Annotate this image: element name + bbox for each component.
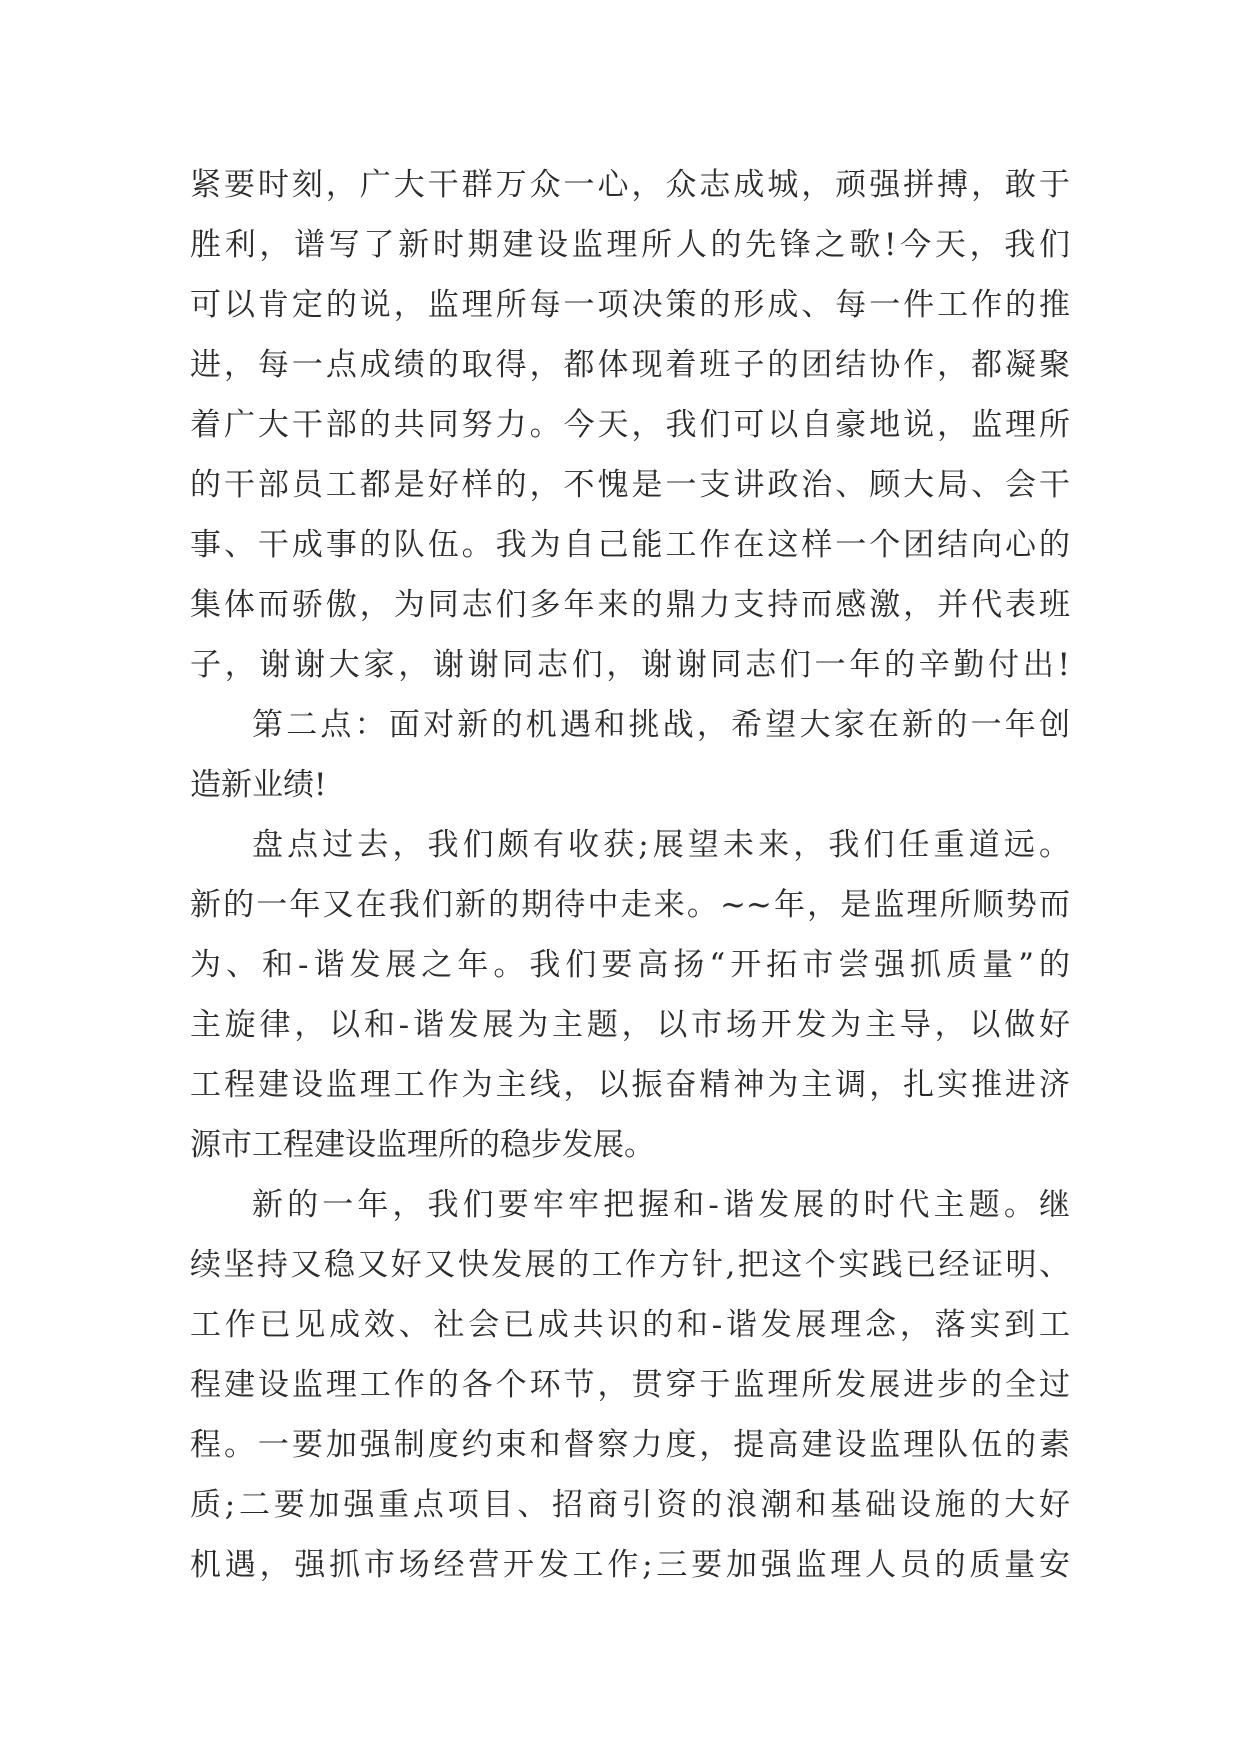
text-line: 新的一年又在我们新的期待中走来。~~年，是监理所顺势而 (190, 887, 1070, 923)
text-line: 紧要时刻，广大干群万众一心，众志成城，顽强拼搏，敢于 (190, 167, 1070, 203)
paragraph-2 (190, 695, 1070, 815)
document-body (190, 155, 1070, 1595)
text-line: 集体而骄傲，为同志们多年来的鼎力支持而感激，并代表班 (190, 587, 1070, 623)
paragraph-3 (190, 815, 1070, 1175)
text-line: 机遇，强抓市场经营开发工作;三要加强监理人员的质量安 (190, 1547, 1070, 1583)
text-line: 续坚持又稳又好又快发展的工作方针,把这个实践已经证明、 (190, 1247, 1070, 1283)
text-line: 程。一要加强制度约束和督察力度，提高建设监理队伍的素 (190, 1427, 1070, 1463)
text-line: 可以肯定的说，监理所每一项决策的形成、每一件工作的推 (190, 287, 1070, 323)
paragraph-4 (190, 1175, 1070, 1595)
text-line: 质;二要加强重点项目、招商引资的浪潮和基础设施的大好 (190, 1487, 1070, 1523)
text-line: 工程建设监理工作为主线，以振奋精神为主调，扎实推进济 (190, 1067, 1070, 1103)
text-line: 子，谢谢大家，谢谢同志们，谢谢同志们一年的辛勤付出! (190, 647, 1070, 683)
text-line: 着广大干部的共同努力。今天，我们可以自豪地说，监理所 (190, 407, 1070, 443)
paragraph-1 (190, 155, 1070, 695)
text-line: 事、干成事的队伍。我为自己能工作在这样一个团结向心的 (190, 527, 1070, 563)
text-line: 源市工程建设监理所的稳步发展。 (190, 1127, 655, 1163)
text-line: 进，每一点成绩的取得，都体现着班子的团结协作，都凝聚 (190, 347, 1070, 383)
text-line: 胜利，谱写了新时期建设监理所人的先锋之歌!今天，我们 (190, 227, 1070, 263)
text-line: 盘点过去，我们颇有收获;展望未来，我们任重道远。 (252, 827, 1070, 863)
text-line: 的干部员工都是好样的，不愧是一支讲政治、顾大局、会干 (190, 467, 1070, 503)
text-line: 新的一年，我们要牢牢把握和-谐发展的时代主题。继 (252, 1187, 1070, 1223)
text-line: 程建设监理工作的各个环节，贯穿于监理所发展进步的全过 (190, 1367, 1070, 1403)
text-line: 主旋律，以和-谐发展为主题，以市场开发为主导，以做好 (190, 1007, 1070, 1043)
text-line: 为、和-谐发展之年。我们要高扬“开拓市尝强抓质量”的 (190, 947, 1070, 983)
text-line: 造新业绩! (190, 767, 327, 803)
text-line: 第二点：面对新的机遇和挑战，希望大家在新的一年创 (252, 707, 1070, 743)
text-line: 工作已见成效、社会已成共识的和-谐发展理念，落实到工 (190, 1307, 1070, 1343)
